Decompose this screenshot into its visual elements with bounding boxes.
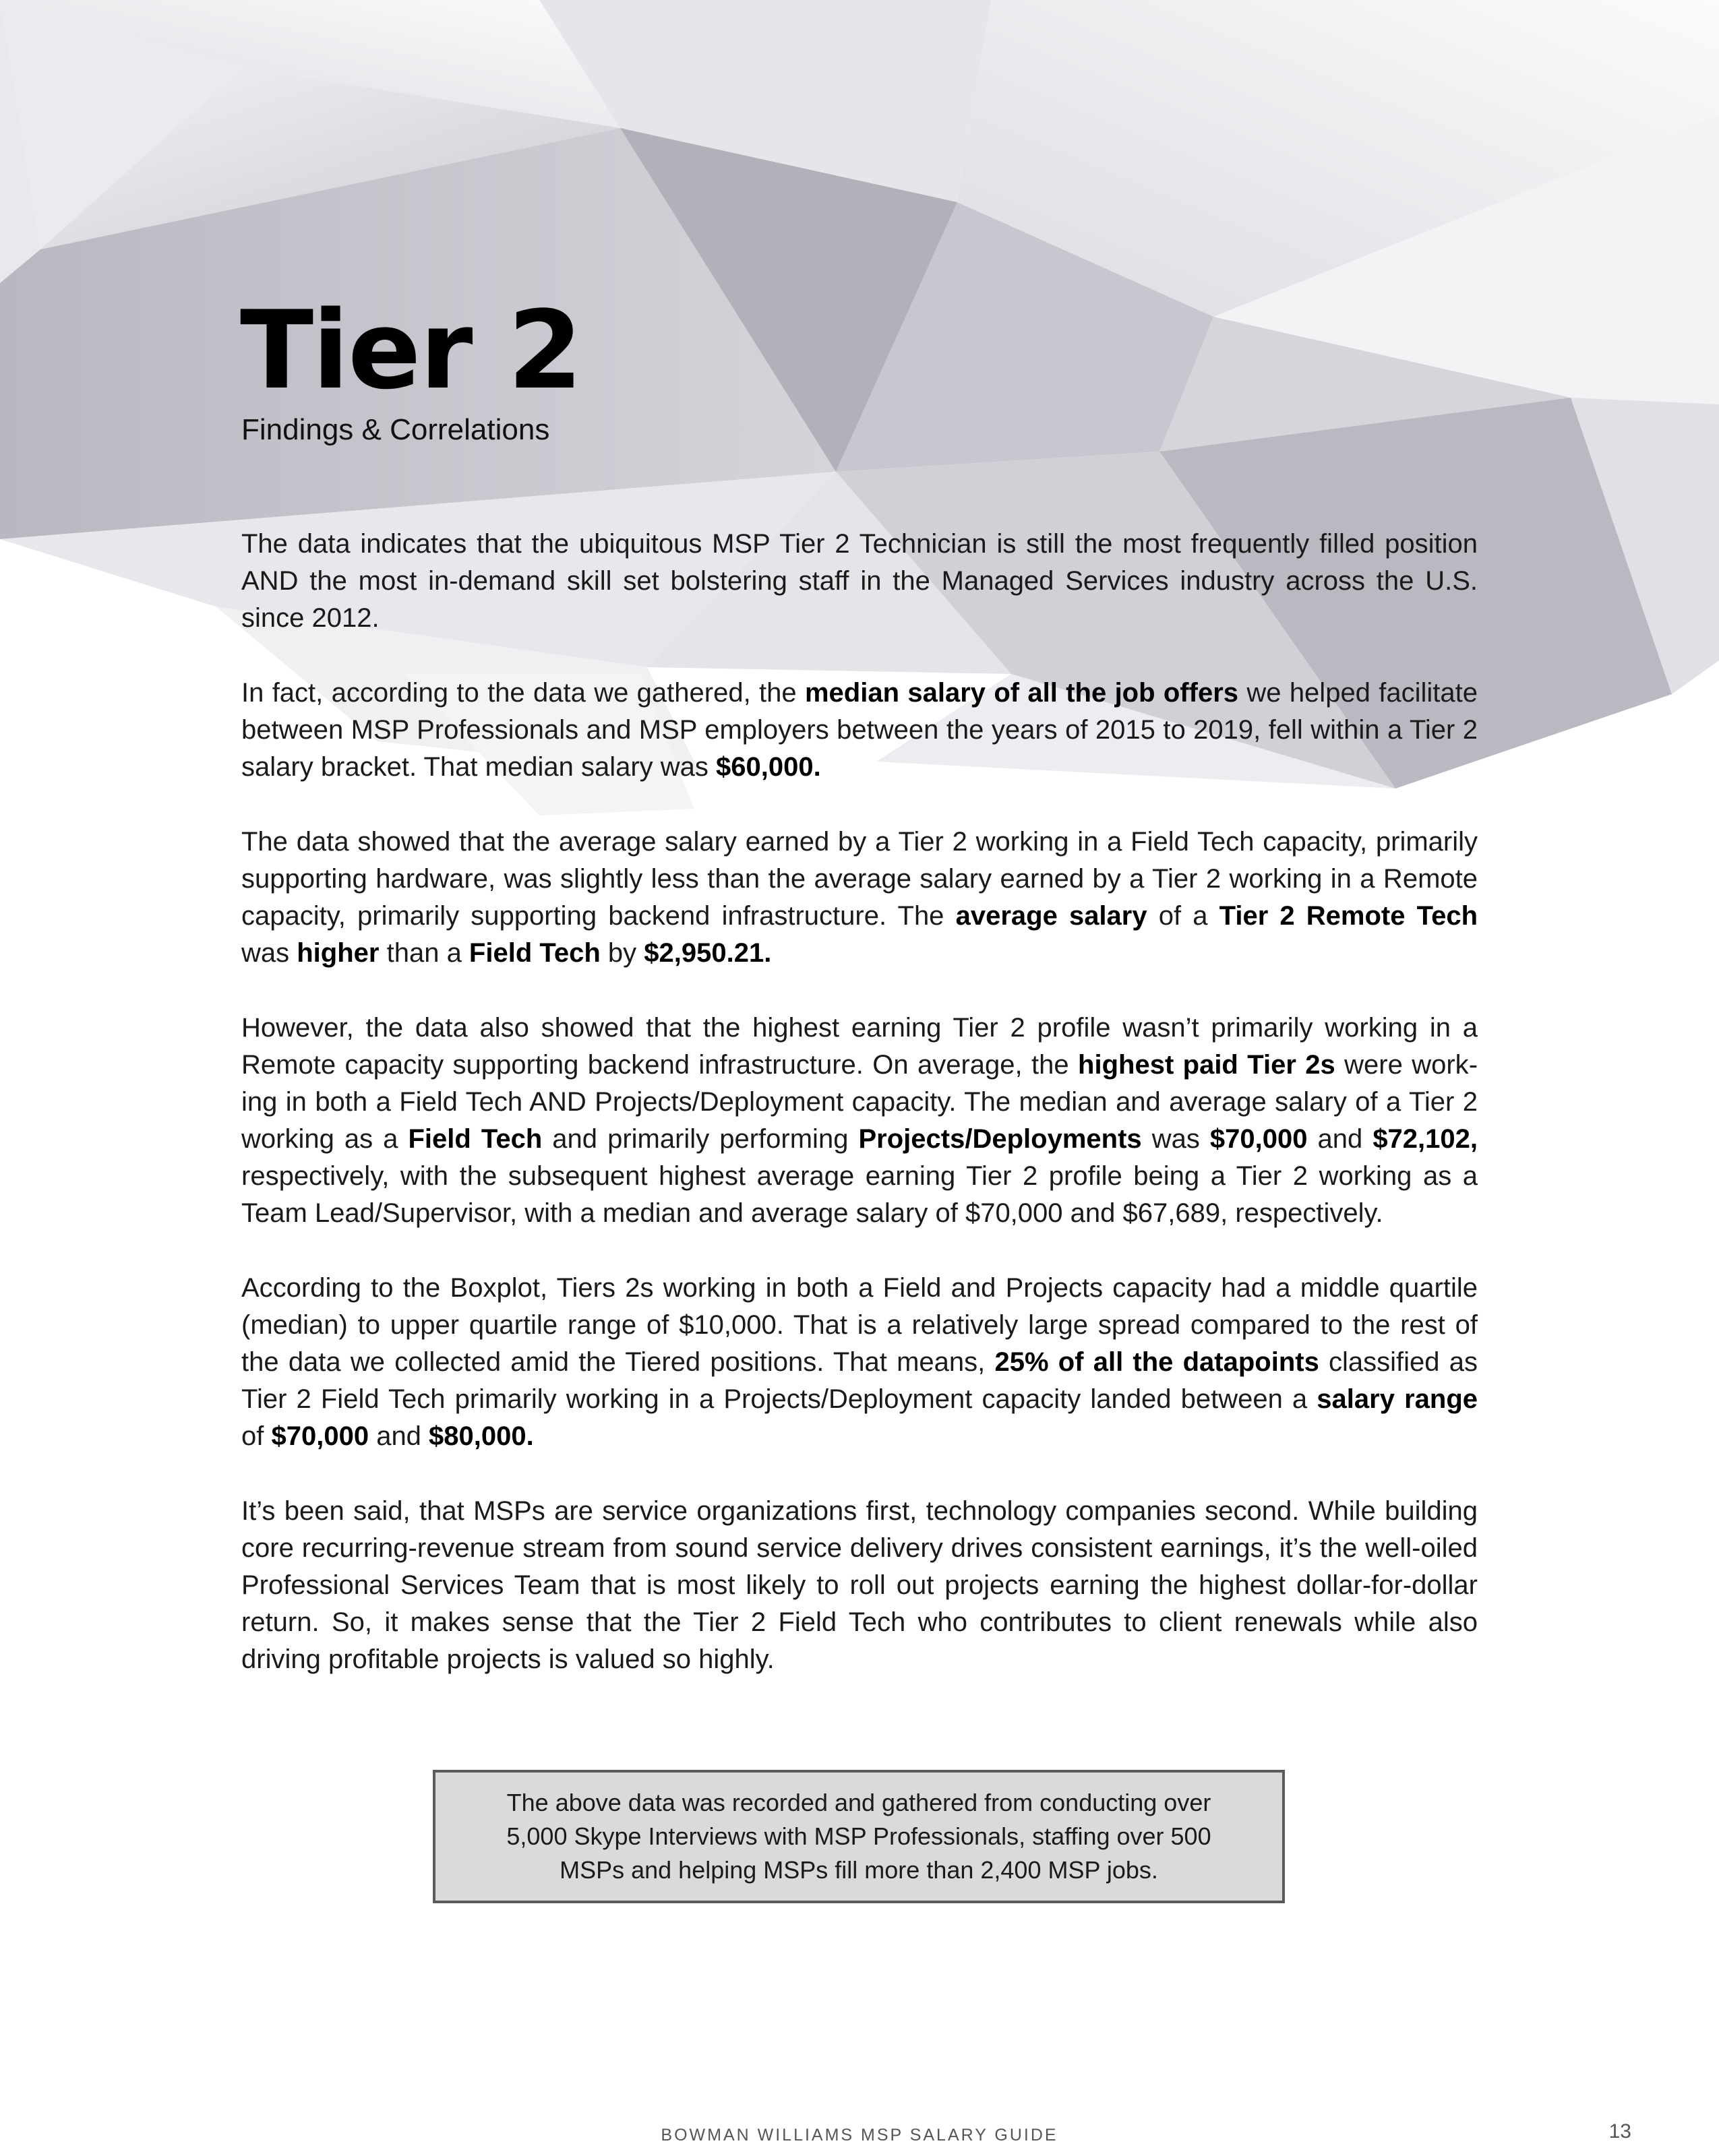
emphasis-text: $70,000 bbox=[1209, 1124, 1308, 1154]
paragraph-text: In fact, according to the data we gathered, the bbox=[241, 678, 805, 708]
emphasis-text: average salary bbox=[955, 901, 1147, 931]
paragraph bbox=[241, 675, 1478, 786]
note-text: The above data was recorded and gathered from conducting over 5,000 Skype Interviews with MSP Professionals, staffing over 500 MSPs and helping MSPs fill more than 2,400 MSP jobs. bbox=[506, 1789, 1211, 1884]
emphasis-text: Field Tech bbox=[469, 938, 601, 968]
data-source-note bbox=[433, 1770, 1285, 1903]
emphasis-text: $72,102, bbox=[1373, 1124, 1478, 1154]
paragraph-text: and bbox=[1307, 1124, 1373, 1154]
emphasis-text: highest paid Tier 2s bbox=[1078, 1050, 1335, 1080]
paragraph bbox=[241, 824, 1478, 972]
emphasis-text: salary range bbox=[1317, 1384, 1478, 1414]
emphasis-text: Projects/Deployments bbox=[858, 1124, 1142, 1154]
emphasis-text: $80,000. bbox=[429, 1421, 534, 1451]
emphasis-text: higher bbox=[297, 938, 380, 968]
emphasis-text: $70,000 bbox=[271, 1421, 369, 1451]
footer-label: BOWMAN WILLIAMS MSP SALARY GUIDE bbox=[661, 2126, 1058, 2145]
page-subtitle: Findings & Correlations bbox=[241, 413, 550, 446]
body-text bbox=[241, 526, 1478, 1716]
emphasis-text: Tier 2 Remote Tech bbox=[1219, 901, 1478, 931]
paragraph bbox=[241, 526, 1478, 637]
emphasis-text: $2,950.21. bbox=[644, 938, 772, 968]
paragraph-text: The data indicates that the ubiquitous MSP Tier 2 Technician is still the most frequently filled position AND the most in-demand skill set bolstering staff in the Managed Services industry across the U.S. since 2012. bbox=[241, 529, 1478, 633]
paragraph-text: of a bbox=[1147, 901, 1219, 931]
paragraph-text: was bbox=[241, 938, 297, 968]
emphasis-text: 25% of all the datapoints bbox=[994, 1347, 1319, 1377]
paragraph-text: than a bbox=[379, 938, 469, 968]
paragraph-text: respectively, with the subsequent highest average earning Tier 2 profile being a Tier 2 working as a Team Lead/Supervisor, with a median and average salary of $70,000 and $67,689, respectively. bbox=[241, 1161, 1478, 1228]
paragraph-text: and primarily performing bbox=[542, 1124, 859, 1154]
paragraph-text: It’s been said, that MSPs are service organizations first, technology companies second. While building core recurring-revenue stream from sound service delivery drives consistent earnings, it’s the well-oiled Professional Services Team that is most likely to roll out projects earning the highest dollar-for-dollar return. So, it makes sense that the Tier 2 Field Tech who contributes to client renewals while also driving profitable projects is valued so highly. bbox=[241, 1496, 1478, 1674]
paragraph-text: of bbox=[241, 1421, 272, 1451]
emphasis-text: Field Tech bbox=[408, 1124, 543, 1154]
paragraph-text: we helped facilitate between MSP Professionals and MSP employers between the years of 2015 to 2019, fell within a Tier 2 salary bracket. That median salary was bbox=[241, 678, 1478, 782]
paragraph bbox=[241, 1270, 1478, 1455]
paragraph-text: by bbox=[600, 938, 644, 968]
paragraph-text: According to the Boxplot, Tiers 2s working in both a Field and Projects capacity had a middle quartile (median) to upper quartile range of $10,000. That is a relatively large spread compared to the rest of the data we collected amid the Tiered positions. That means, bbox=[241, 1273, 1478, 1377]
paragraph-text: was bbox=[1141, 1124, 1210, 1154]
paragraph-text: were working in both a Field Tech AND Projects/Deployment capacity. The median and average salary of a Tier 2 working as a bbox=[241, 1050, 1478, 1154]
emphasis-text: $60,000. bbox=[716, 752, 821, 782]
emphasis-text: median salary of all the job offers bbox=[804, 678, 1239, 708]
page-title: Tier 2 bbox=[240, 287, 582, 413]
paragraph bbox=[241, 1010, 1478, 1232]
page-number: 13 bbox=[1608, 2120, 1631, 2143]
paragraph-text: and bbox=[369, 1421, 429, 1451]
paragraph bbox=[241, 1493, 1478, 1678]
paragraph-text: However, the data also showed that the highest earning Tier 2 profile wasn’t primarily working in a Remote capacity supporting backend infrastructure. On average, the bbox=[241, 1013, 1478, 1080]
paragraph-text: classified as Tier 2 Field Tech primarily working in a Projects/Deployment capacity landed between a bbox=[241, 1347, 1478, 1414]
paragraph-text: The data showed that the average salary earned by a Tier 2 working in a Field Tech capacity, primarily supporting hardware, was slightly less than the average salary earned by a Tier 2 working in a Remote capacity, primarily supporting backend infrastructure. The bbox=[241, 827, 1478, 931]
